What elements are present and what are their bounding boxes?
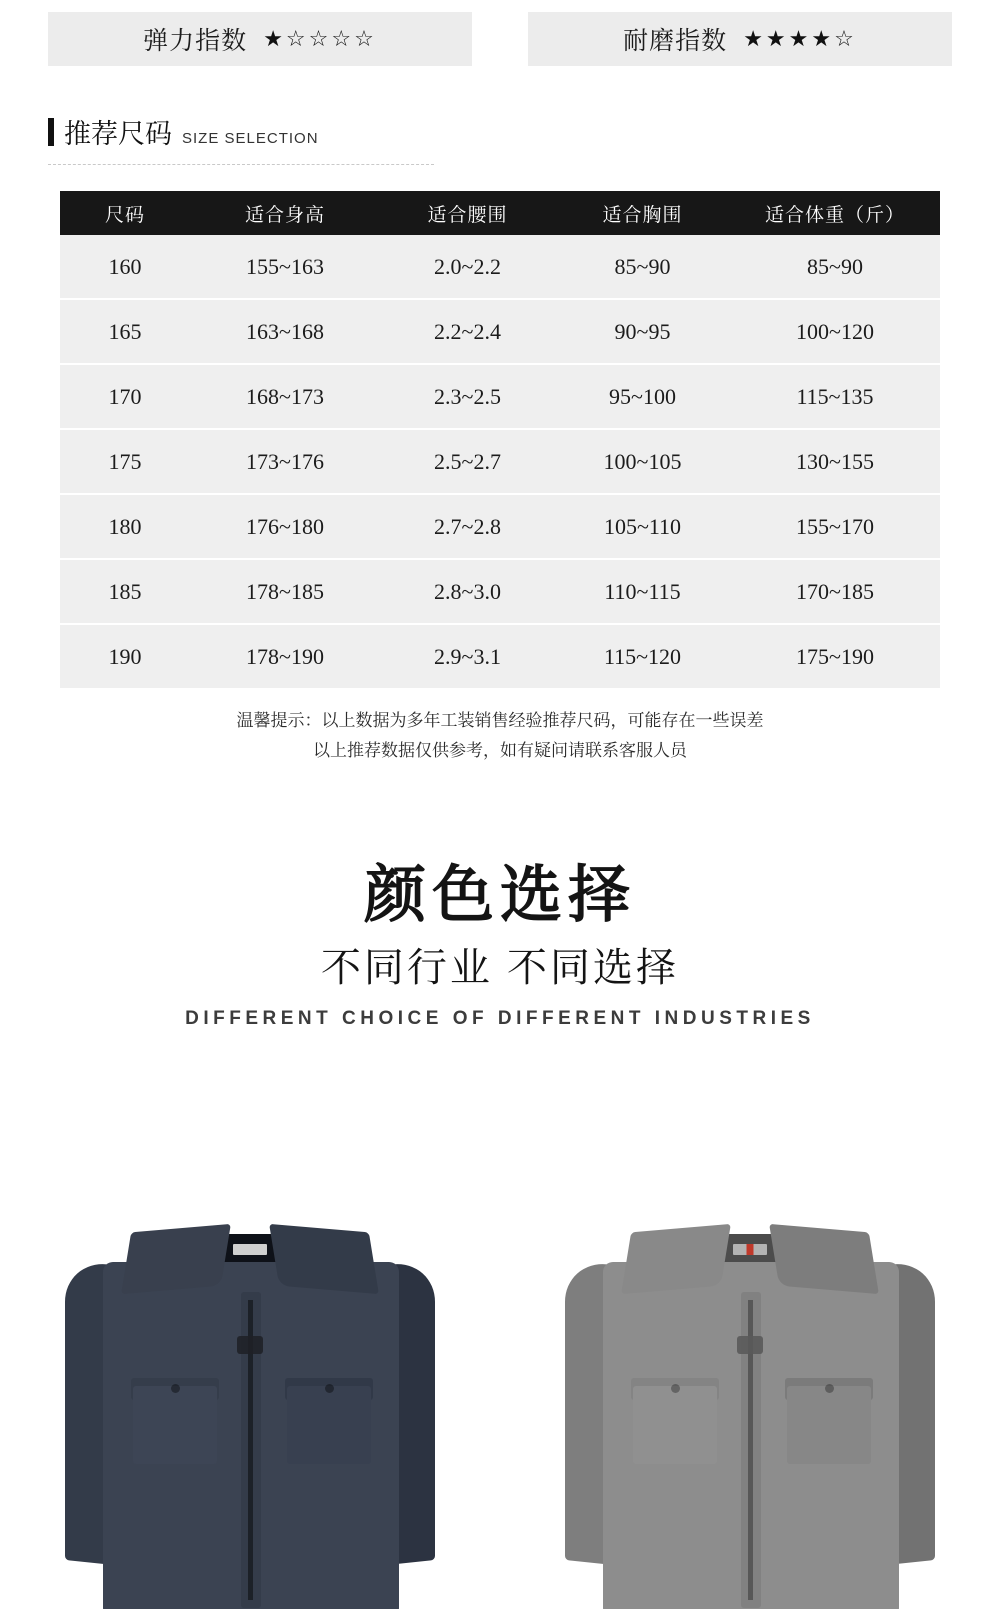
size-tips xyxy=(60,706,940,766)
elasticity-index-label: 弹力指数 xyxy=(143,28,248,55)
cell-waist: 2.2~2.4 xyxy=(380,299,555,364)
size-section-heading xyxy=(48,118,1000,148)
cell-size: 185 xyxy=(60,559,190,624)
jacket-pocket-button-right xyxy=(325,1384,334,1393)
abrasion-index-box xyxy=(528,12,952,66)
cell-waist: 2.5~2.7 xyxy=(380,429,555,494)
cell-waist: 2.7~2.8 xyxy=(380,494,555,559)
jacket-brand-tag xyxy=(233,1244,267,1255)
heading-accent-bar xyxy=(48,118,54,146)
cell-size: 170 xyxy=(60,364,190,429)
cell-weight: 115~135 xyxy=(730,364,940,429)
column-header-waist: 适合腰围 xyxy=(380,191,555,235)
cell-size: 190 xyxy=(60,624,190,688)
cell-weight: 170~185 xyxy=(730,559,940,624)
cell-weight: 130~155 xyxy=(730,429,940,494)
cell-size: 180 xyxy=(60,494,190,559)
cell-chest: 110~115 xyxy=(555,559,730,624)
cell-chest: 100~105 xyxy=(555,429,730,494)
cell-chest: 115~120 xyxy=(555,624,730,688)
jacket-collar-right xyxy=(269,1224,379,1294)
cell-size: 160 xyxy=(60,235,190,299)
cell-weight: 175~190 xyxy=(730,624,940,688)
jacket-pocket-button-left xyxy=(171,1384,180,1393)
table-row xyxy=(60,624,940,688)
product-image-row xyxy=(0,1200,1000,1609)
cell-size: 175 xyxy=(60,429,190,494)
table-row xyxy=(60,235,940,299)
cell-size: 165 xyxy=(60,299,190,364)
jacket-zipper-pull xyxy=(737,1336,763,1354)
color-section-english: DIFFERENT CHOICE OF DIFFERENT INDUSTRIES xyxy=(185,1008,815,1030)
cell-height: 176~180 xyxy=(190,494,380,559)
abrasion-index-label: 耐磨指数 xyxy=(623,28,728,55)
cell-height: 155~163 xyxy=(190,235,380,299)
jacket-pocket-left xyxy=(133,1386,217,1464)
cell-waist: 2.3~2.5 xyxy=(380,364,555,429)
product-jacket-navy[interactable] xyxy=(65,1200,435,1609)
heading-divider xyxy=(48,164,434,165)
column-header-height: 适合身高 xyxy=(190,191,380,235)
table-row xyxy=(60,364,940,429)
jacket-pocket-button-right xyxy=(825,1384,834,1393)
jacket-pocket-button-left xyxy=(671,1384,680,1393)
jacket-zipper-pull xyxy=(237,1336,263,1354)
color-section-subtitle: 不同行业 不同选择 xyxy=(320,946,680,991)
color-section-title: 颜色选择 xyxy=(363,861,636,930)
color-selection-section xyxy=(0,862,1000,1030)
table-row xyxy=(60,299,940,364)
cell-height: 163~168 xyxy=(190,299,380,364)
column-header-weight: 适合体重（斤） xyxy=(730,191,940,235)
cell-weight: 100~120 xyxy=(730,299,940,364)
size-table xyxy=(60,191,940,688)
index-row xyxy=(0,0,1000,66)
product-jacket-grey[interactable] xyxy=(565,1200,935,1609)
jacket-pocket-right xyxy=(287,1386,371,1464)
jacket-collar-left xyxy=(621,1224,731,1294)
table-row xyxy=(60,494,940,559)
cell-waist: 2.9~3.1 xyxy=(380,624,555,688)
jacket-collar-left xyxy=(121,1224,231,1294)
cell-waist: 2.0~2.2 xyxy=(380,235,555,299)
cell-height: 173~176 xyxy=(190,429,380,494)
cell-chest: 85~90 xyxy=(555,235,730,299)
table-row xyxy=(60,429,940,494)
cell-chest: 90~95 xyxy=(555,299,730,364)
jacket-pocket-right xyxy=(787,1386,871,1464)
cell-weight: 85~90 xyxy=(730,235,940,299)
column-header-size: 尺码 xyxy=(60,191,190,235)
table-row xyxy=(60,559,940,624)
table-header-row xyxy=(60,191,940,235)
jacket-pocket-left xyxy=(633,1386,717,1464)
column-header-chest: 适合胸围 xyxy=(555,191,730,235)
cell-height: 168~173 xyxy=(190,364,380,429)
size-tips-line-1: 温馨提示：以上数据为多年工装销售经验推荐尺码，可能存在一些误差 xyxy=(236,711,764,730)
cell-chest: 95~100 xyxy=(555,364,730,429)
jacket-collar-right xyxy=(769,1224,879,1294)
size-section-title-cn: 推荐尺码 xyxy=(64,119,172,149)
size-tips-line-2: 以上推荐数据仅供参考，如有疑问请联系客服人员 xyxy=(313,741,687,760)
cell-height: 178~185 xyxy=(190,559,380,624)
cell-chest: 105~110 xyxy=(555,494,730,559)
cell-weight: 155~170 xyxy=(730,494,940,559)
size-section-title-en: SIZE SELECTION xyxy=(182,130,319,147)
abrasion-star-rating: ★★★★☆ xyxy=(743,26,857,51)
size-table-body xyxy=(60,235,940,688)
jacket-brand-tag xyxy=(733,1244,767,1255)
cell-waist: 2.8~3.0 xyxy=(380,559,555,624)
elasticity-star-rating: ★☆☆☆☆ xyxy=(263,26,377,51)
elasticity-index-box xyxy=(48,12,472,66)
cell-height: 178~190 xyxy=(190,624,380,688)
